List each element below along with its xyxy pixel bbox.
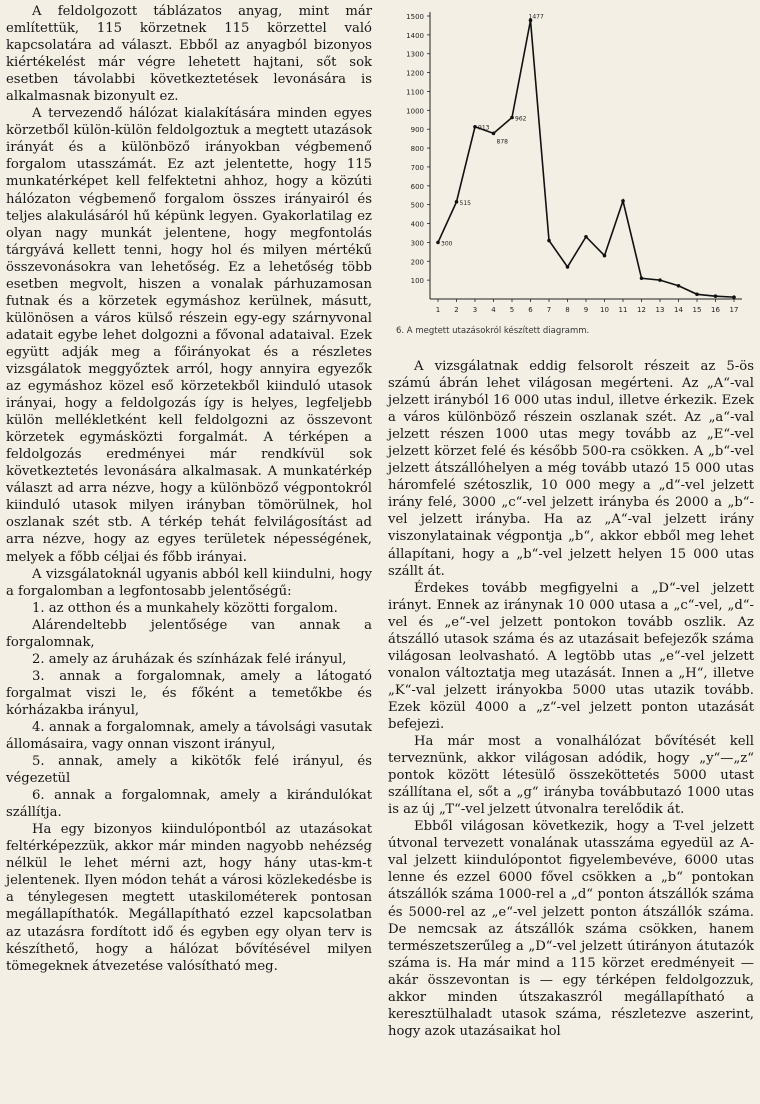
data-point [584, 235, 588, 239]
list-item: 6. annak a forgalomnak, amely a kirándulókat szállítja. [6, 788, 372, 821]
x-tick-label: 12 [637, 306, 646, 314]
data-point [492, 132, 496, 136]
x-tick-label: 3 [472, 306, 478, 314]
data-point [658, 278, 662, 282]
list-item: 3. annak a forgalomnak, amely a látogató forgalmat viszi le, és főként a temetőkbe és kórházakba irányul, [6, 668, 372, 718]
paragraph: A tervezendő hálózat kialakítására minden egyes körzetből külön-külön feldolgoztuk a megtett utazások irányát és a különböző irányokban végbemenő forgalom utasszámát. Ez azt jelentette, hogy 115 munkatérképet kell felfektetni ahhoz, hogy a közúti hálózaton végbemenő forgalom összes irányairól és teljes alakulásáról hű képünk legyen. Gyakorlatilag ez olyan nagy munkát jelentene, hogy megfontolás tárgyává kellett tenni, hogy hol és milyen mértékű összevonásokra van lehetőség. Ez a lehetőség több esetben megvolt, hiszen a vonalak párhuzamosan futnak és a körzetek egymáshoz kerülnek, másutt, különösen a város külső részein egy-egy szárnyvonal adatait egybe lehet dolgozni a fővonal adataival. Ezek együtt adják meg a főirányokat és a részletes vizsgálatok meggyőztek arról, hogy annyira egyezők az egymáshoz közel eső körzetekből kiinduló utasok irányai, hogy a feldolgozás így is helyes, legfeljebb külön mellékletként kell feldolgozni az összevont körzetek egymásközti forgalmát. A térképen a feldolgozás eredményei már rendkívül sok következtetés levonására alkalmasak. A munkatérkép választ ad arra nézve, hogy a különböző végpontokról kiinduló utasok milyen irányban tömörülnek, hol oszlanak szét stb. A térkép tehát felvilágosítást ad arra nézve, hogy az egyes területek népességének, melyek a főbb céljai és főbb irányai. [6, 106, 372, 565]
x-tick-label: 9 [583, 306, 589, 314]
list-item: 4. annak a forgalomnak, amely a távolsági vasutak állomásaira, vagy onnan viszont irányul, [6, 719, 372, 753]
x-tick-label: 7 [546, 306, 552, 314]
figure-6 [390, 4, 754, 344]
data-point [621, 199, 625, 203]
paragraph: Érdekes tovább megfigyelni a „D“-vel jelzett irányt. Ennek az iránynak 10 000 utasa a „c“-vel, „d“-vel és „e“-vel jelzett pontokon tovább oszlik. Az átszálló utasok száma és az utazásait befejezők száma világosan leolvasható. A legtöbb utas „e“-vel jelzett vonalon változtatja meg utazását. Innen a „H“, illetve „K“-val jelzett irányokba 5000 utas utazik tovább. Ezek közül 4000 a „z“-vel jelzett ponton utazását befejezi. [388, 580, 754, 732]
data-point [455, 200, 459, 204]
data-point [677, 284, 681, 288]
paragraph: A vizsgálatnak eddig felsorolt részeit az 5-ös számú ábrán lehet világosan megérteni. Az „A“-val jelzett irányból 16 000 utas indul, illetve érkezik. Ezek a város különböző részein oszlanak szét. Az „a“-val jelzett részen 1000 utas megy tovább az „E“-vel jelzett körzet felé és később 500-ra csökken. A „b“-vel jelzett átszállóhelyen a még tovább utazó 15 000 utas háromfelé szétoszlik, 10 000 megy a „d“-vel jelzett irány felé, 3000 „c“-vel jelzett irányba és 2000 a „b“-vel jelzett irányba. Ha az „A“-val jelzett irány viszonylatainak végpontja „b“, akkor ebből meg lehet állapítani, hogy a „b“-vel jelzett helyen 15 000 utas szállt át. [388, 359, 754, 579]
x-tick-label: 2 [454, 306, 459, 314]
paragraph: A vizsgálatoknál ugyanis abból kell kiindulni, hogy a forgalomban a legfontosabb jelentőségű: [6, 566, 372, 599]
y-tick-label: 1100 [406, 88, 424, 97]
data-point [473, 125, 477, 129]
x-tick-label: 8 [565, 306, 570, 314]
data-label: 515 [459, 199, 471, 207]
data-point [603, 254, 607, 258]
list-item: 1. az otthon és a munkahely közötti forgalom. [32, 600, 338, 616]
data-label: 962 [515, 115, 527, 123]
y-tick-label: 1000 [406, 107, 424, 116]
data-point [695, 292, 699, 296]
y-tick-label: 900 [410, 126, 424, 135]
data-point [714, 294, 718, 298]
data-label: 300 [441, 240, 453, 248]
y-tick-label: 600 [410, 182, 424, 191]
series-line [438, 20, 734, 297]
x-tick-label: 1 [435, 306, 441, 314]
y-tick-label: 800 [410, 145, 424, 154]
y-tick-label: 700 [410, 163, 424, 172]
y-tick-label: 1200 [406, 69, 424, 78]
x-tick-label: 13 [655, 306, 665, 314]
x-tick-label: 10 [600, 306, 609, 314]
y-tick-label: 200 [410, 258, 424, 267]
y-tick-label: 1400 [406, 31, 424, 40]
figure-caption: 6. A megtett utazásokról készített diagramm. [396, 326, 590, 336]
y-tick-label: 500 [410, 201, 424, 210]
x-tick-label: 17 [729, 306, 739, 314]
list-item: 5. annak, amely a kikötők felé irányul, és végezetül [6, 754, 372, 787]
left-column [6, 3, 372, 975]
y-tick-label: 400 [410, 220, 424, 229]
x-tick-label: 14 [674, 306, 683, 314]
right-column [388, 358, 754, 1040]
paragraph: A feldolgozott táblázatos anyag, mint már említettük, 115 körzetnek 115 körzettel való kapcsolatára ad választ. Ebből az anyagból bizonyos kiértékelést már végre lehetett hajtani, sőt sok esetben távolabbi következtetések levonására is alkalmasnak bizonyult ez. [6, 4, 372, 105]
y-tick-label: 300 [410, 239, 424, 248]
list-item: Alárendeltebb jelentősége van annak a forgalomnak, [6, 617, 372, 650]
x-tick-label: 5 [509, 306, 515, 314]
x-tick-label: 11 [618, 306, 628, 314]
passenger-line-chart [390, 4, 754, 334]
data-point [547, 239, 551, 243]
x-tick-label: 16 [711, 306, 720, 314]
data-point [436, 241, 440, 245]
paragraph: Ebből világosan következik, hogy a T-vel jelzett útvonal tervezett vonalának utasszáma egyedül az A-val jelzett kiindulópontot figyelembevéve, 6000 utas lenne és ezzel 6000 fővel csökken a „b“ pontokan átszállók száma 1000-rel a „d“ ponton átszállók száma és 5000-rel az „e“-vel jelzett ponton átszállók száma. De nemcsak az átszállók száma csökken, hanem természetszerűleg a „D“-vel jelzett útirányon átutazók száma is. Ha már mind a 115 körzet eredményeit — akár összevontan is — egy térképen feldolgozzuk, akkor minden útszakaszról megállapítható a keresztülhaladt utasok száma, részletezve aszerint, hogy azok utazásaikat hol [388, 819, 754, 1039]
x-tick-label: 15 [692, 306, 702, 314]
y-tick-label: 100 [410, 277, 424, 286]
x-tick-label: 6 [528, 306, 533, 314]
data-point [510, 116, 514, 120]
data-point [732, 295, 736, 299]
x-tick-label: 4 [491, 306, 496, 314]
list-item: 2. amely az áruházak és színházak felé irányul, [32, 651, 347, 667]
y-tick-label: 1500 [406, 13, 424, 21]
data-label: 1477 [528, 13, 544, 21]
data-point [640, 276, 644, 280]
paragraph: Ha már most a vonalhálózat bővítését kell terveznünk, akkor világosan adódik, hogy „y“—„z“ pontok között létesülő összeköttetés 5000 utast szállítana el, sőt a „g“ irányba továbbutazó 1000 utas is az új „T“-vel jelzett útvonalra terelődik át. [388, 734, 754, 818]
data-label: 878 [496, 138, 508, 146]
paragraph: Ha egy bizonyos kiindulópontból az utazásokat feltérképezzük, akkor már minden nagyobb nehézség nélkül le lehet mérni azt, hogy hány utas-km-t jelentenek. Ilyen módon tehát a városi közlekedésbe is a ténylegesen megtett utaskilométerek pontosan megállapíthatók. Megállapítható ezzel kapcsolatban az utazásra fordított idő és egyben egy olyan terv is készíthető, hogy a hálózat bővítésével milyen tömegeknek átvezetése valósítható meg. [6, 822, 372, 974]
data-point [566, 265, 570, 269]
data-label: 913 [478, 124, 490, 132]
y-tick-label: 1300 [406, 50, 424, 59]
